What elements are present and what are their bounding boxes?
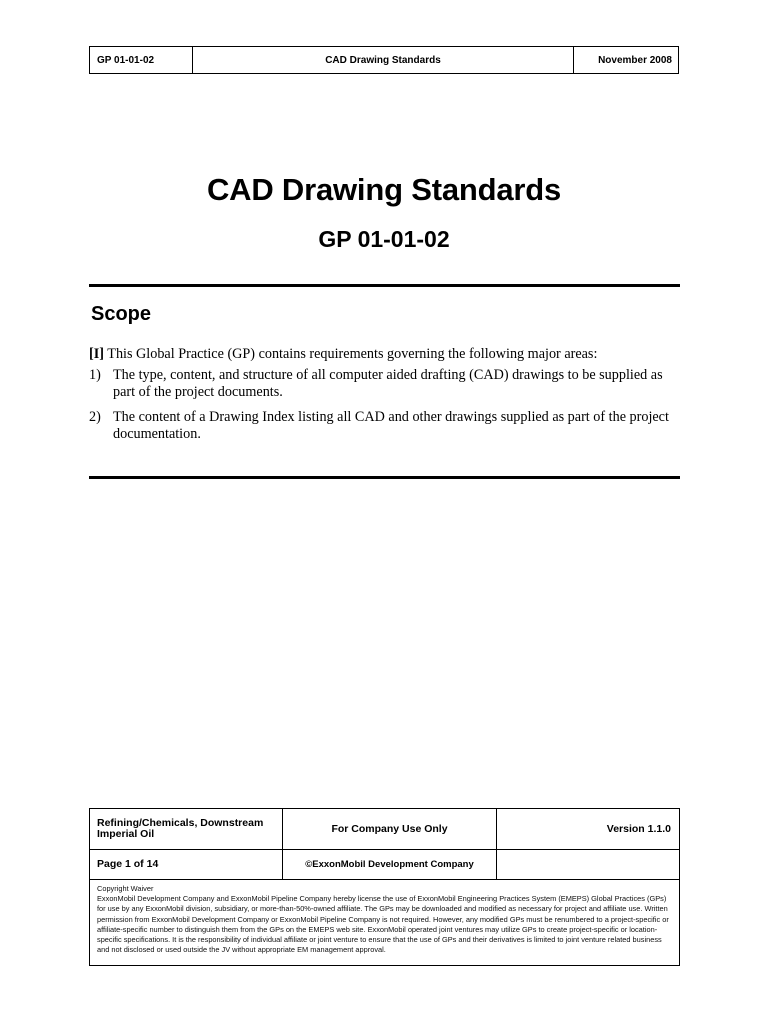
footer-usage: For Company Use Only [283,809,497,849]
footer-table [89,808,680,966]
footer-row [90,809,679,850]
list-item [89,409,679,443]
scope-heading: Scope [91,303,152,325]
copyright-waiver [90,880,679,959]
document-title: CAD Drawing Standards [206,172,562,207]
list-item-text: The type, content, and structure of all computer aided drafting (CAD) drawings to be supplied as part of the project documents. [113,367,663,400]
footer-version: Version 1.1.0 [606,823,671,835]
list-item [89,367,679,401]
document-number: GP 01-01-02 [318,226,450,252]
list-item-text: The content of a Drawing Index listing all CAD and other drawings supplied as part of the project documentation. [113,409,669,442]
footer-row [90,850,679,880]
header-doc-number: GP 01-01-02 [90,47,193,73]
bottom-divider [89,476,680,479]
scope-intro-text: This Global Practice (GP) contains requirements governing the following major areas: [103,346,598,362]
footer-empty-cell [497,850,679,879]
list-item-number: 1) [89,367,101,383]
waiver-title: Copyright Waiver [97,884,154,893]
scope-intro [89,346,679,363]
footer-page-number: Page 1 of 14 [90,850,283,879]
footer-copyright-owner: ©ExxonMobil Development Company [283,850,497,879]
footer-organization [90,809,283,849]
scope-intro-tag: [I] [89,346,104,362]
footer-org-line2: Imperial Oil [97,828,155,840]
top-divider [89,284,680,287]
scope-list [89,367,679,443]
header-doc-title: CAD Drawing Standards [193,47,574,73]
page-header-table [89,46,679,74]
waiver-text: ExxonMobil Development Company and ExxonMobil Pipeline Company hereby license the use of ExxonMobil Engineering Practices System (EMEPS) Global Practices (GPs) for use by any ExxonMobil division, subsidiary, or more-than-50%-owned affiliate. The GPs may be downloaded and modified as necessary for project and affiliate use. Written permission from ExxonMobil Development Company or ExxonMobil Pipeline Company is not required. However, any modified GPs must be renumbered to a project-specific or affiliate-specific number to distinguish them from the GPs on the EMEPS web site. ExxonMobil operated joint ventures may utilize GPs to create project-specific or location-specific specifications. It is the responsibility of individual affiliate or joint venture to ensure that the use of GPs and their derivatives is limited to joint venture related business and not disclosed or used outside the JV without appropriate EM management approval. [97,894,669,955]
footer-org-line1: Refining/Chemicals, Downstream [97,817,264,829]
header-date: November 2008 [598,54,672,66]
list-item-number: 2) [89,409,101,425]
